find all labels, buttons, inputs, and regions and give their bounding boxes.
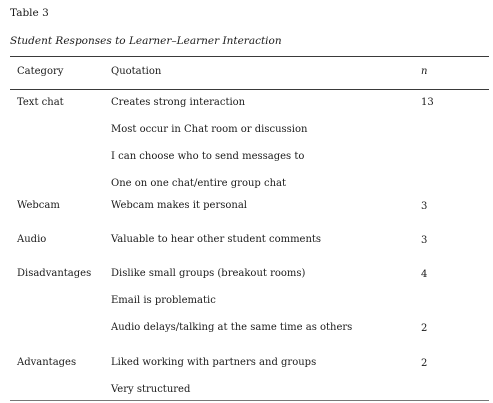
- row-quotation: Valuable to hear other student comments: [111, 234, 322, 245]
- row-quotation: Dislike small groups (breakout rooms): [111, 268, 306, 279]
- top-rule: [10, 56, 489, 57]
- row-n: 3: [421, 235, 428, 246]
- header-quotation: Quotation: [111, 66, 162, 77]
- row-quotation: Email is problematic: [111, 295, 216, 306]
- row-quotation: I can choose who to send messages to: [111, 151, 305, 162]
- row-quotation: Creates strong interaction: [111, 97, 246, 108]
- row-quotation: Webcam makes it personal: [111, 200, 247, 211]
- table-number: Table 3: [10, 7, 49, 19]
- table-title: Student Responses to Learner–Learner Interaction: [10, 35, 282, 47]
- row-category: Text chat: [17, 97, 64, 108]
- bottom-rule: [10, 400, 489, 401]
- row-n: 13: [421, 97, 434, 108]
- row-category: Advantages: [17, 357, 77, 368]
- row-category: Disadvantages: [17, 268, 92, 279]
- row-category: Webcam: [17, 200, 60, 211]
- row-n: 3: [421, 201, 428, 212]
- header-n: n: [421, 66, 428, 77]
- header-rule: [10, 89, 489, 90]
- row-n: 4: [421, 269, 428, 280]
- row-n: 2: [421, 358, 428, 369]
- row-quotation: Very structured: [111, 384, 191, 395]
- row-quotation: Liked working with partners and groups: [111, 357, 317, 368]
- row-quotation: Audio delays/talking at the same time as others: [111, 322, 353, 333]
- row-n: 2: [421, 323, 428, 334]
- row-quotation: One on one chat/entire group chat: [111, 178, 287, 189]
- row-quotation: Most occur in Chat room or discussion: [111, 124, 308, 135]
- header-category: Category: [17, 66, 64, 77]
- row-category: Audio: [17, 234, 47, 245]
